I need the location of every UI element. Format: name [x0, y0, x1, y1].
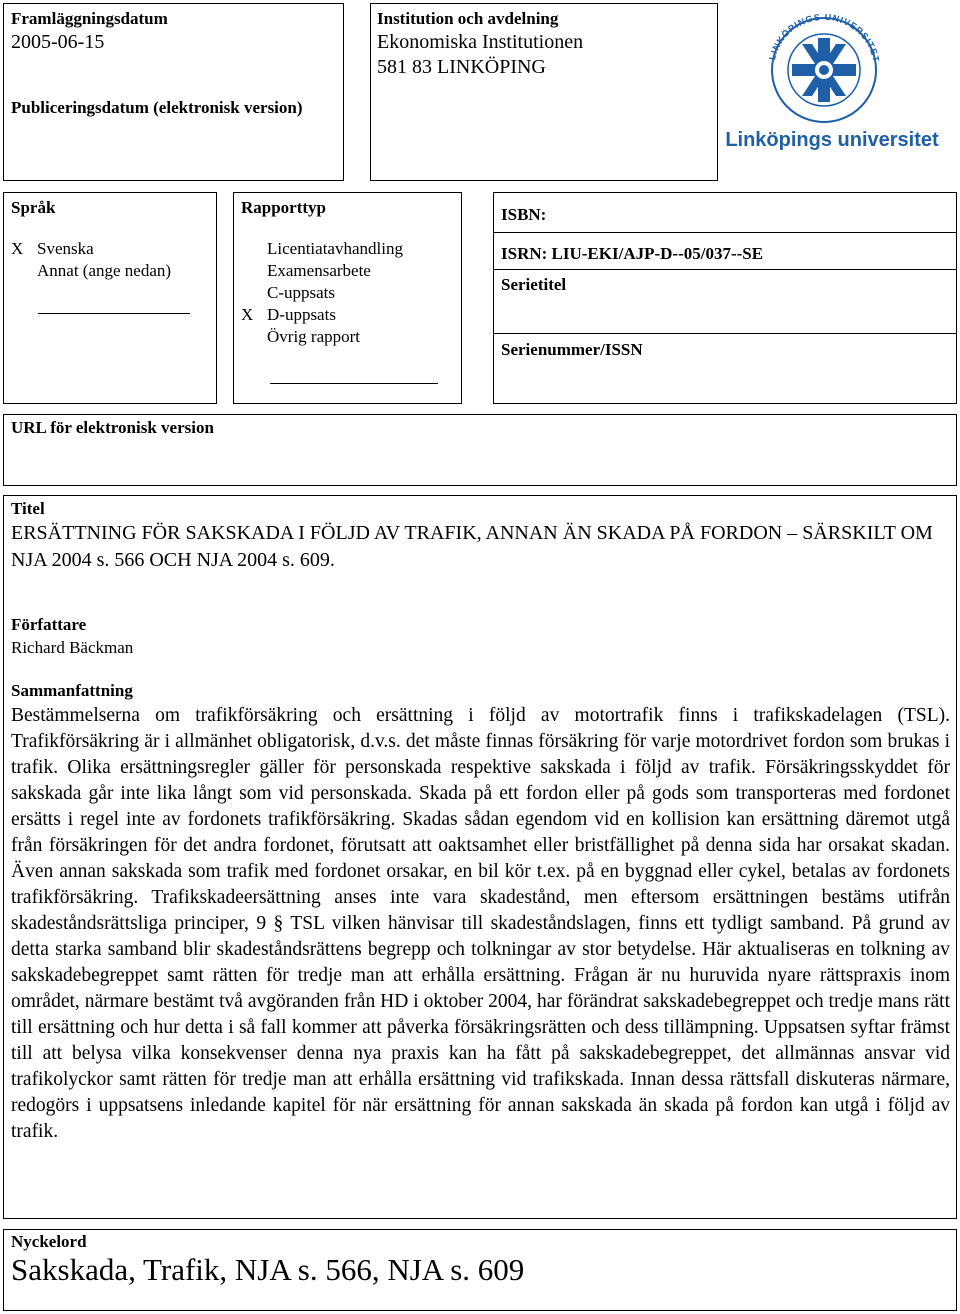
serienummer-label: Serienummer/ISSN	[501, 340, 643, 359]
divider	[494, 333, 956, 334]
rapporttyp-option-5	[241, 326, 360, 348]
option-label: Svenska	[37, 239, 94, 258]
option-label: D-uppsats	[267, 305, 336, 324]
sprak-option-1	[11, 238, 94, 260]
sprak-box	[3, 192, 217, 404]
annat-line	[38, 291, 190, 314]
divider	[494, 269, 956, 270]
logo-emblem-icon	[722, 14, 942, 164]
sprak-option-2	[11, 260, 171, 282]
titel-text: ERSÄTTNING FÖR SAKSKADA I FÖLJD AV TRAFIK, ANNAN ÄN SKADA PÅ FORDON – SÄRSKILT OM NJA 2004 s. 566 OCH NJA 2004 s. 609.	[11, 522, 933, 571]
rapporttyp-option-1	[241, 238, 403, 260]
checkbox-mark: X	[11, 239, 24, 258]
nyckelord-label: Nyckelord	[11, 1232, 87, 1251]
rapporttyp-label: Rapporttyp	[241, 198, 327, 217]
titel-label: Titel	[11, 499, 45, 518]
framlaggningsdatum-value: 2005-06-15	[11, 31, 105, 53]
option-label: Annat (ange nedan)	[37, 261, 172, 280]
logo-ring-text: LINKÖPINGS UNIVERSITET	[767, 14, 882, 64]
url-box	[3, 414, 957, 486]
forfattare-name: Richard Bäckman	[11, 638, 134, 657]
sammanfattning-text: Bestämmelserna om trafikförsäkring och ersättning i följd av motortrafik finns i trafikskadelagen (TSL). Trafikförsäkring är i allmänhet obligatorisk, d.v.s. det måste finnas försäkring för varje motordrivet fordon som brukas i trafik. Olika ersättningsregler gäller för personskada respektive sakskada i följd av trafik. Försäkringsskyddet för sakskada går inte lika långt som vid personskada. Skada på ett fordon eller på gods som transporteras med fordonet ersätts i regel inte av fordonets trafikförsäkring. Skadas sådan egendom vid en kollision kan ersättning däremot utgå från försäkringen för det andra fordonet, förutsatt att oaktsamhet eller bristfällighet på denna sida har orsakat skadan. Även annan sakskada som trafik med fordonet orsakar, en bil kör t.ex. på en byggnad eller cykel, betalas av fordonets trafikförsäkring. Trafikskadeersättning anses inte vara skadestånd, men eftersom ersättningen bestäms utifrån skadeståndsrättsliga principer, 9 § TSL vilken hänvisar till skadeståndslagen, finns ett tydligt samband. På grund av detta starka samband blir skadeståndsrättens begrepp och tolkningar av stor betydelse. Här aktualiseras en tolkning av sakskadebegreppet samt rätten för tredje man att erhålla ersättning. Frågan är nu huruvida nyare rättspraxis inom området, närmare bestämt två avgöranden från HD i oktober 2004, har förändrat sakskadebegreppet och tredje mans rätt till ersättning och hur detta i så fall kommer att påverka försäkringsrätten och dess tillämpning. Uppsatsen syftar främst till att belysa vilka konsekvenser denna nya praxis kan ha fått på sakskadebegreppet, det allmännas ansvar vid trafikolyckor samt rätten för tredje man att erhålla ersättning vid trafikskada. Innan dessa rättsfall diskuteras närmare, redogörs i uppsatsens inledande kapitel för när ersättning för annan sakskada än skada på fordon kan utgå i följd av trafik.	[11, 705, 950, 1142]
logo-text: Linköpings universitet	[725, 129, 939, 151]
option-label: C-uppsats	[267, 283, 335, 302]
institution-address: 581 83 LINKÖPING	[377, 56, 546, 78]
publiceringsdatum-label: Publiceringsdatum (elektronisk version)	[11, 98, 303, 117]
nyckelord-box	[3, 1229, 957, 1311]
rapporttyp-option-3	[241, 282, 335, 304]
option-label: Licentiatavhandling	[267, 239, 403, 258]
isrn-value: ISRN: LIU-EKI/AJP-D--05/037--SE	[501, 244, 764, 263]
divider	[494, 232, 956, 233]
institution-name: Ekonomiska Institutionen	[377, 31, 584, 53]
institution-box	[370, 3, 718, 181]
option-label: Examensarbete	[267, 261, 371, 280]
url-label: URL för elektronisk version	[11, 418, 214, 437]
sprak-label: Språk	[11, 198, 56, 217]
university-logo	[722, 14, 942, 164]
forfattare-label: Författare	[11, 615, 87, 634]
content-box	[3, 495, 957, 1219]
nyckelord-text: Sakskada, Trafik, NJA s. 566, NJA s. 609	[11, 1252, 525, 1287]
institution-label: Institution och avdelning	[377, 9, 559, 28]
date-box	[3, 3, 344, 181]
framlaggningsdatum-label: Framläggningsdatum	[11, 9, 168, 28]
sammanfattning-label: Sammanfattning	[11, 681, 133, 700]
checkbox-mark: X	[241, 305, 254, 324]
serietitel-label: Serietitel	[501, 275, 567, 294]
rapporttyp-box	[233, 192, 462, 404]
isbn-label: ISBN:	[501, 205, 547, 224]
rapporttyp-option-4	[241, 304, 336, 326]
rapporttyp-option-2	[241, 260, 371, 282]
isbn-box	[493, 192, 957, 404]
ovrig-line	[270, 361, 438, 384]
option-label: Övrig rapport	[267, 327, 361, 346]
